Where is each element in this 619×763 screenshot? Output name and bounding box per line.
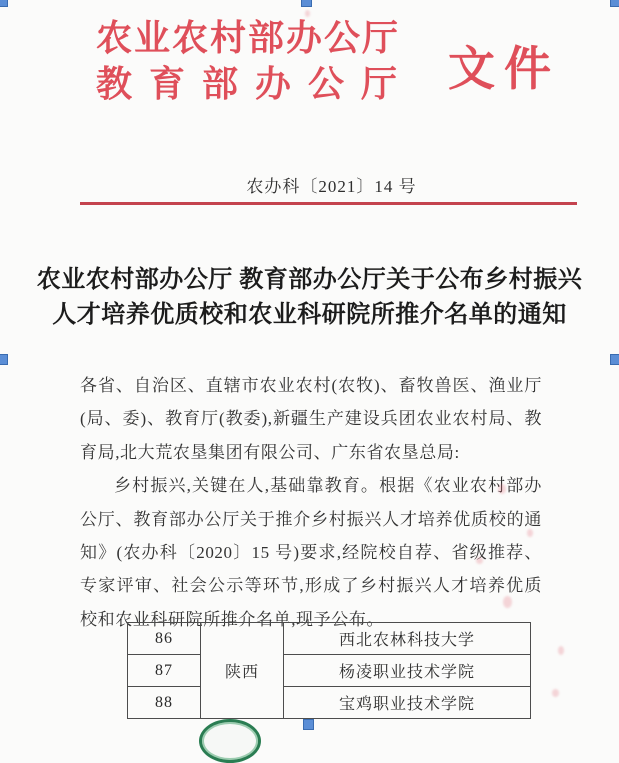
row-number-cell: 86 bbox=[128, 623, 201, 655]
letterhead bbox=[96, 14, 566, 106]
org-name-line1: 农业农村部办公厅 bbox=[96, 18, 401, 58]
selection-handle-top-center[interactable] bbox=[301, 0, 312, 7]
province-cell: 陕西 bbox=[201, 623, 284, 719]
org-name-line2: 教育部办公厅 bbox=[96, 64, 415, 104]
ink-bleed-speck bbox=[498, 484, 506, 494]
selection-handle-middle-left[interactable] bbox=[0, 354, 8, 365]
green-seal-arc bbox=[199, 719, 261, 763]
ink-bleed-speck bbox=[503, 596, 512, 608]
document-title bbox=[30, 263, 589, 333]
document-number: 农办科〔2021〕14 号 bbox=[246, 177, 417, 196]
document-title-line1: 农业农村部办公厅 教育部办公厅关于公布乡村振兴 bbox=[36, 267, 583, 293]
school-name-cell: 宝鸡职业技术学院 bbox=[284, 687, 531, 719]
ink-bleed-speck bbox=[558, 646, 564, 655]
ink-bleed-speck bbox=[476, 557, 483, 564]
table-row bbox=[128, 687, 531, 719]
announcement-paragraph: 乡村振兴,关键在人,基础靠教育。根据《农业农村部办公厅、教育部办公厅关于推介乡村振兴人才培养优质校的通知》(农办科〔2020〕15 号)要求,经院校自荐、省级推荐、专家评审、社会公示等环节,形成了乡村振兴人才培养优质校和农业科研院所推介名单,现予公布。 bbox=[80, 476, 542, 629]
ink-bleed-speck bbox=[552, 689, 559, 697]
school-name-cell: 西北农林科技大学 bbox=[284, 623, 531, 655]
document-title-line2: 人才培养优质校和农业科研院所推介名单的通知 bbox=[52, 302, 567, 328]
school-name-cell: 杨凌职业技术学院 bbox=[284, 655, 531, 687]
row-number-cell: 88 bbox=[128, 687, 201, 719]
red-header-rule bbox=[80, 202, 577, 205]
selection-handle-bottom-center[interactable] bbox=[303, 719, 314, 730]
ink-bleed-speck bbox=[305, 10, 310, 17]
selection-handle-top-left[interactable] bbox=[0, 0, 8, 7]
recommended-schools-table bbox=[127, 622, 531, 719]
document-body bbox=[80, 369, 542, 636]
ink-bleed-speck bbox=[527, 529, 533, 537]
table-row bbox=[128, 655, 531, 687]
doc-type-label: 文件 bbox=[448, 44, 560, 96]
row-number-cell: 87 bbox=[128, 655, 201, 687]
table-row bbox=[128, 623, 531, 655]
selection-handle-top-right[interactable] bbox=[610, 0, 619, 7]
addressees-paragraph: 各省、自治区、直辖市农业农村(农牧)、畜牧兽医、渔业厅(局、委)、教育厅(教委),新疆生产建设兵团农业农村局、教育局,北大荒农垦集团有限公司、广东省农垦总局: bbox=[80, 376, 542, 462]
selection-handle-middle-right[interactable] bbox=[610, 354, 619, 365]
